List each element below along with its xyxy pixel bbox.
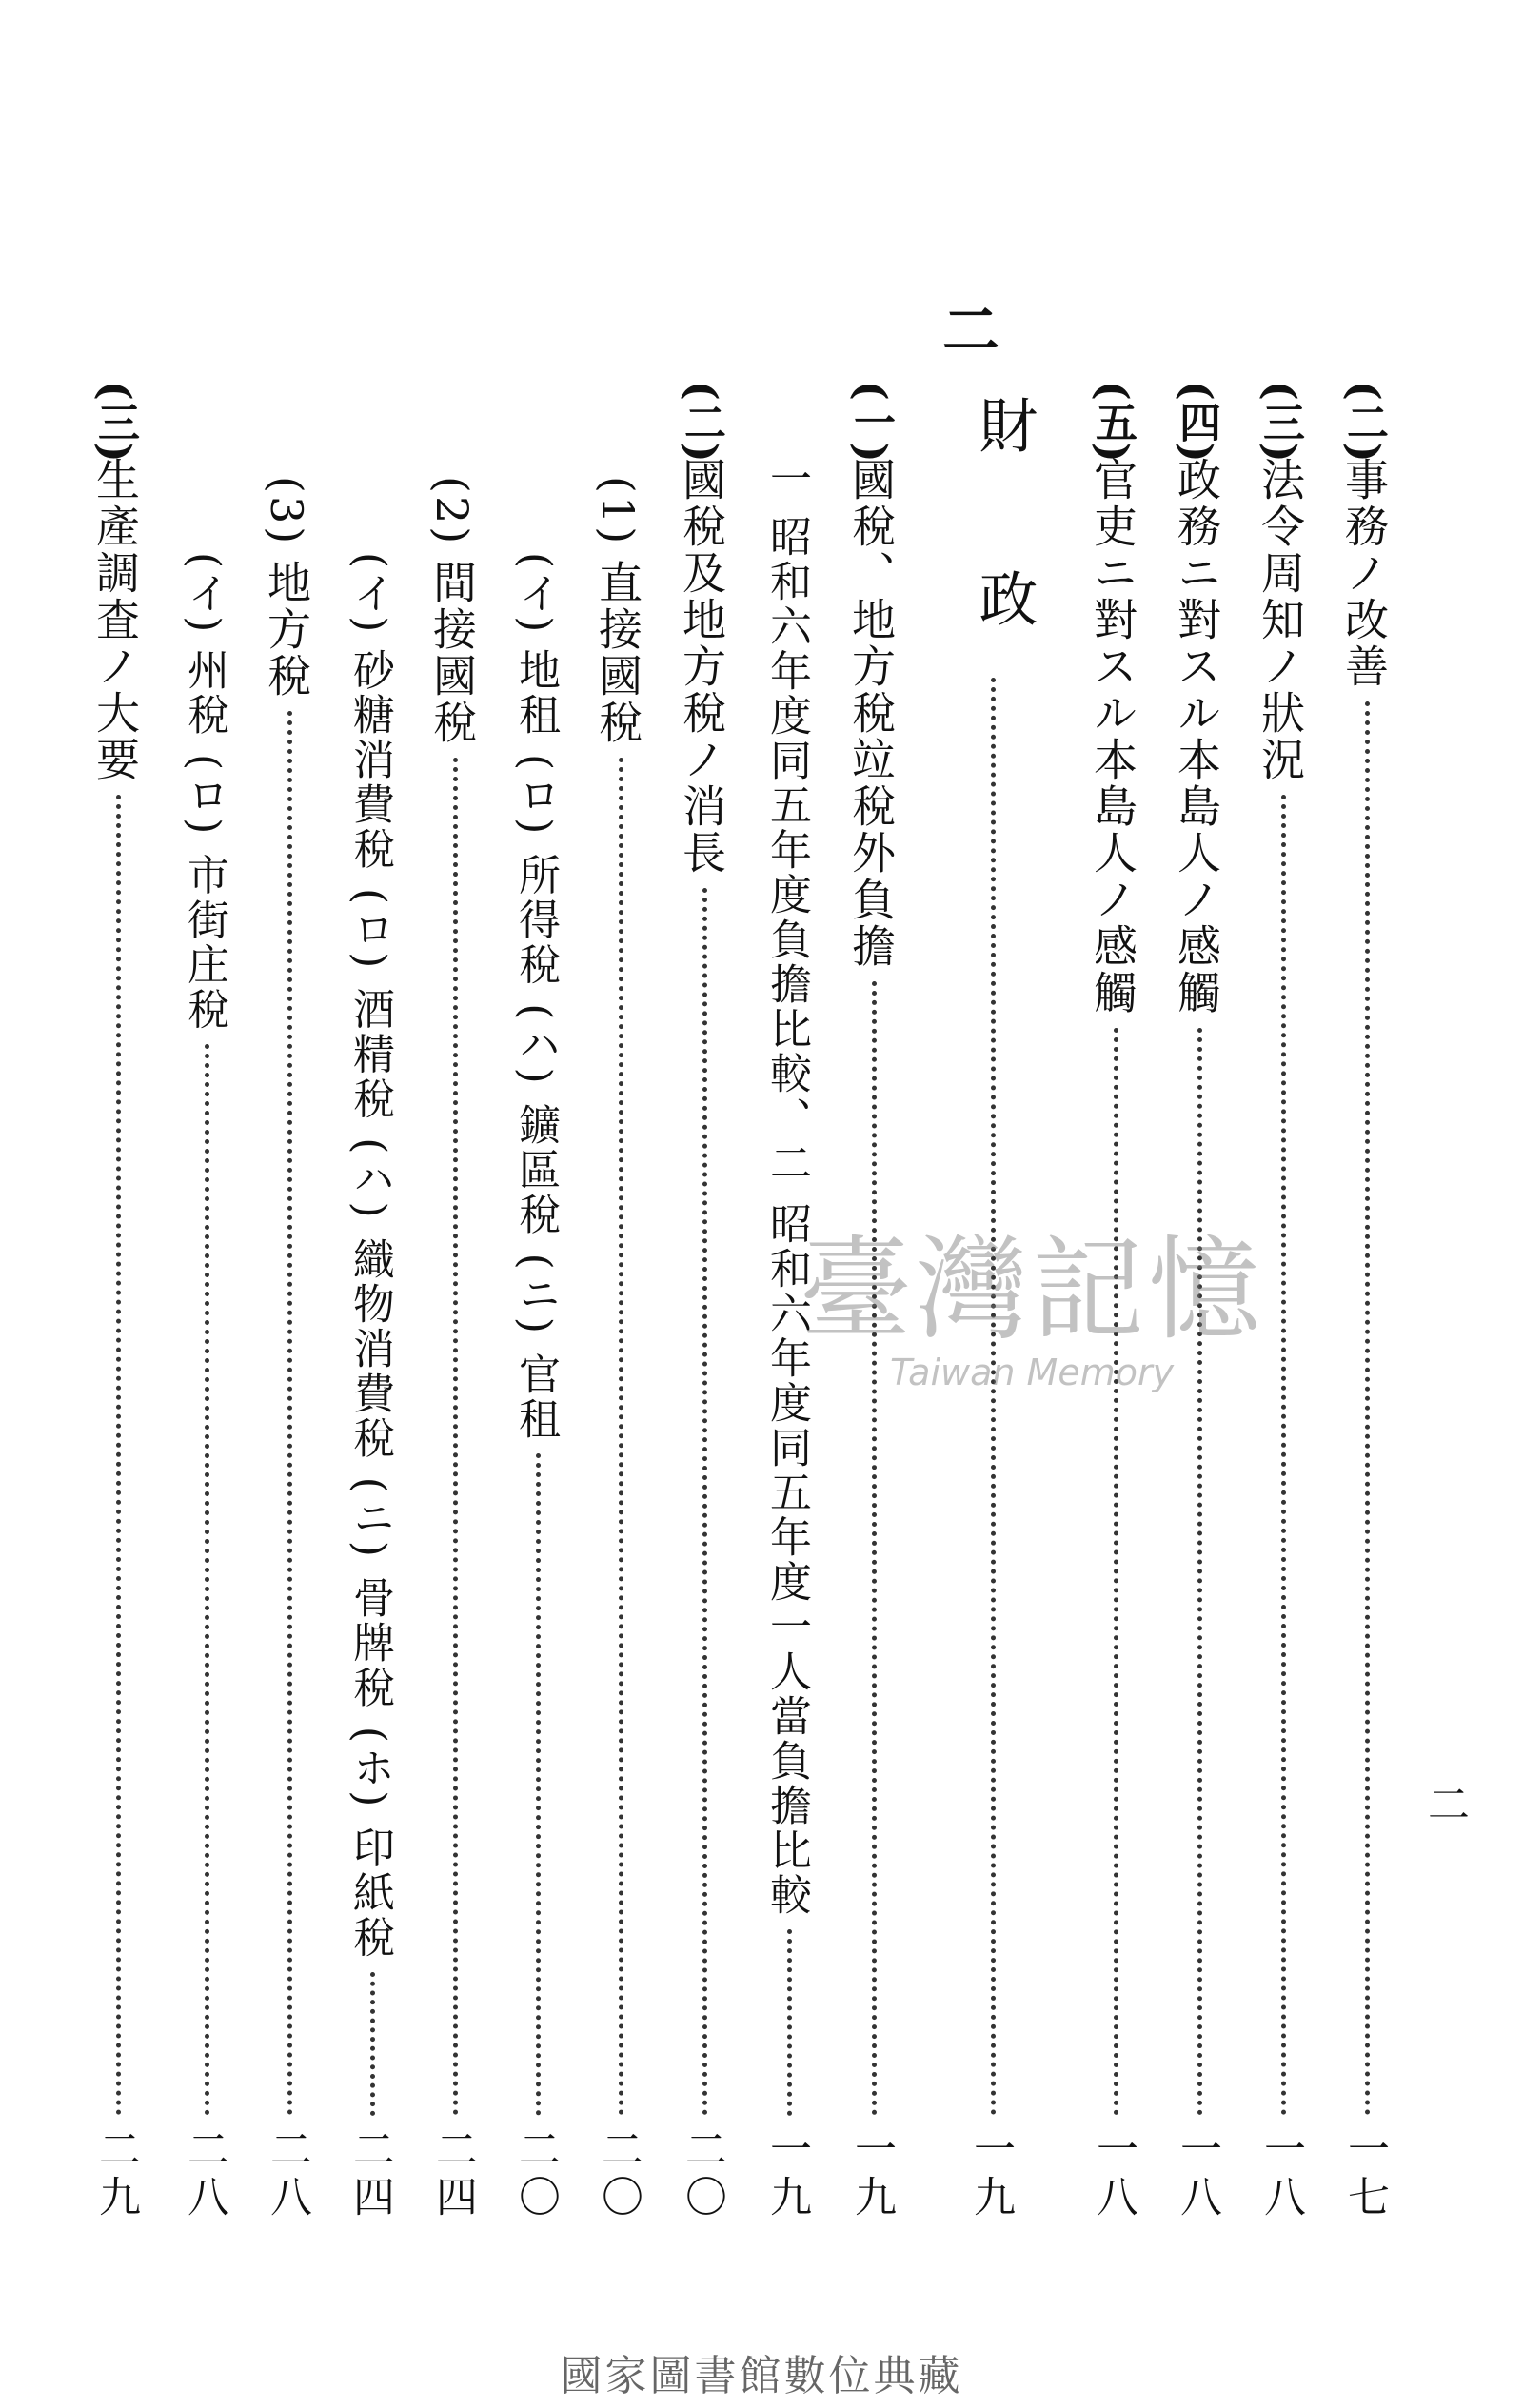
dot-leader [1108, 1028, 1118, 2116]
toc-entry[interactable] [1255, 457, 1306, 2222]
entry-page: 二四 [428, 2127, 477, 2222]
entry-page: 一七 [1340, 2127, 1389, 2222]
entry-mark: (三) [90, 381, 139, 463]
page-number: 二 [1428, 1781, 1470, 1829]
entry-page: 二四 [346, 2127, 394, 2222]
toc-entry[interactable] [180, 552, 228, 2222]
entry-page: 二〇 [678, 2127, 726, 2222]
toc-entry[interactable] [261, 476, 312, 2222]
toc-entry[interactable] [511, 552, 560, 2222]
dot-leader [282, 711, 292, 2116]
entry-mark: (四) [1172, 381, 1220, 463]
entry-page: 二九 [91, 2127, 140, 2222]
dot-leader [613, 758, 623, 2116]
entry-text: 國稅、地方稅竝稅外負擔 [845, 457, 897, 970]
dot-leader [365, 1972, 375, 2116]
dot-leader [985, 678, 996, 2116]
dot-leader [781, 1929, 792, 2116]
entry-page: 二八 [180, 2127, 228, 2222]
entry-mark: (二) [677, 381, 725, 463]
entry-mark: (イ) [346, 552, 394, 636]
footer-credit: 國家圖書館數位典藏 [560, 2352, 963, 2400]
entry-mark: (五) [1088, 381, 1137, 463]
dot-leader [199, 1044, 209, 2116]
entry-mark: (2) [426, 476, 478, 547]
entry-page: 一九 [966, 2127, 1015, 2222]
entry-mark: (イ) [180, 552, 228, 636]
entry-mark: 一 [762, 457, 811, 502]
entry-page: 二〇 [511, 2127, 560, 2222]
toc-entry[interactable] [592, 476, 643, 2222]
entry-text: 官吏ニ對スル本島人ノ感觸 [1087, 457, 1138, 1016]
entry-text: 法令周知ノ狀況 [1255, 457, 1306, 783]
entry-text: 砂糖消費稅 (ロ) 酒精稅 (ハ) 織物消費稅 (ニ) 骨牌稅 (ホ) 印紙稅 [346, 648, 394, 1961]
entry-text: 地租 (ロ) 所得稅 (ハ) 鑛區稅 (ニ) 官租 [511, 648, 560, 1443]
toc-entry-section[interactable] [966, 666, 1015, 2222]
entry-text: 政務ニ對スル本島人ノ感觸 [1171, 457, 1222, 1016]
entry-mark: (一) [846, 381, 895, 463]
dot-leader [866, 981, 877, 2116]
toc-entry[interactable] [1338, 457, 1390, 2222]
watermark-chinese: 臺灣記憶 [800, 1224, 1265, 1355]
dot-leader [447, 758, 458, 2116]
entry-text: 州稅 (ロ) 市街庄稅 [180, 648, 228, 1033]
entry-text: 昭和六年度同五年度負擔比較、二 昭和六年度同五年度一人當負擔比較 [762, 515, 811, 1918]
entry-text: 生產調査ノ大要 [89, 457, 141, 783]
section-number: 二 [942, 298, 999, 365]
watermark-english: Taiwan Memory [889, 1352, 1175, 1393]
entry-text: 直接國稅 [592, 560, 643, 747]
toc-entry[interactable] [426, 476, 478, 2222]
entry-page: 一八 [1173, 2127, 1221, 2222]
entry-page: 二八 [263, 2127, 311, 2222]
entry-page: 二〇 [594, 2127, 643, 2222]
entry-page: 一九 [762, 2127, 811, 2222]
entry-text: 地方稅 [261, 560, 312, 701]
watermark-logo [800, 1199, 1264, 1393]
entry-mark: (3) [261, 476, 312, 547]
entry-text: 間接國稅 [426, 560, 478, 747]
entry-mark: (イ) [511, 552, 560, 636]
entry-mark: (1) [592, 476, 643, 547]
entry-text: 事務ノ改善 [1338, 457, 1390, 690]
section-title: 財政 [969, 395, 1038, 741]
entry-page: 一八 [1089, 2127, 1137, 2222]
dot-leader [530, 1453, 541, 2116]
toc-entry[interactable] [346, 552, 394, 2222]
entry-page: 一八 [1256, 2127, 1305, 2222]
toc-entry[interactable] [676, 457, 727, 2222]
dot-leader [110, 795, 121, 2116]
dot-leader [1276, 795, 1286, 2116]
entry-mark: (二) [1339, 381, 1388, 463]
dot-leader [697, 888, 707, 2116]
dot-leader [1359, 701, 1370, 2116]
entry-mark: (三) [1256, 381, 1304, 463]
toc-entry[interactable] [89, 457, 141, 2222]
entry-text: 國稅及地方稅ノ消長 [676, 457, 727, 877]
entry-page: 一九 [847, 2127, 896, 2222]
dot-leader [1192, 1028, 1202, 2116]
